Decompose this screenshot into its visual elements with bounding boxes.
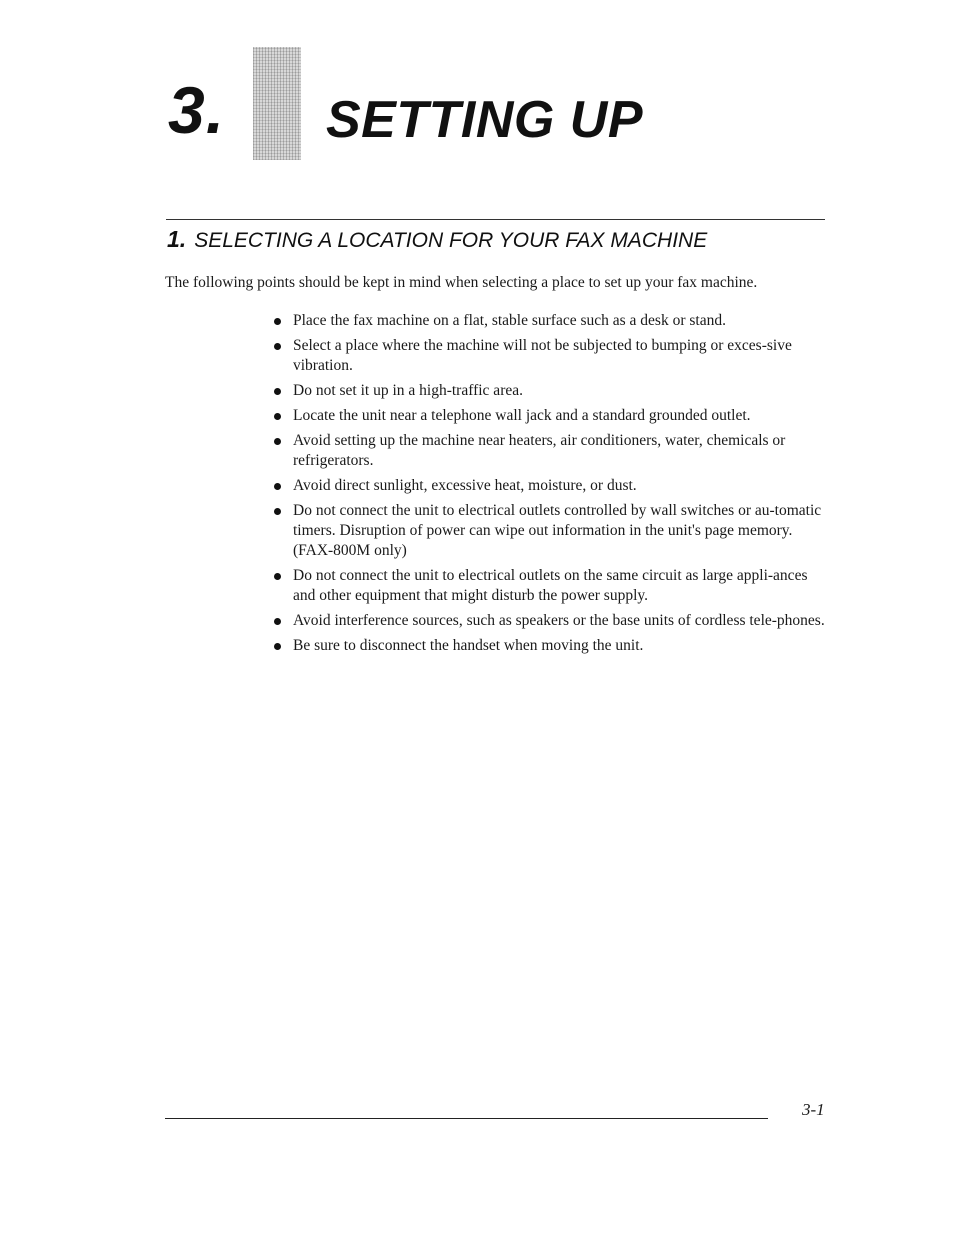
list-item <box>273 406 833 426</box>
bullet-icon <box>274 343 281 350</box>
bullet-icon <box>274 438 281 445</box>
list-item-text: Do not set it up in a high-traffic area. <box>293 382 523 399</box>
bullet-icon <box>274 318 281 325</box>
list-item-text: Be sure to disconnect the handset when moving the unit. <box>293 637 644 654</box>
list-item <box>273 501 833 561</box>
list-item <box>273 431 833 471</box>
list-item <box>273 566 833 606</box>
list-item <box>273 636 833 656</box>
bullet-icon <box>274 508 281 515</box>
bullet-icon <box>274 388 281 395</box>
section-heading <box>167 224 707 256</box>
bullet-icon <box>274 573 281 580</box>
chapter-decoration-stripe <box>253 47 301 160</box>
list-item <box>273 476 833 496</box>
section-title: SELECTING A LOCATION FOR YOUR FAX MACHINE <box>194 229 708 252</box>
location-guidelines-list <box>273 311 833 661</box>
list-item-text: Avoid setting up the machine near heaters, air conditioners, water, chemicals or refrigerators. <box>293 432 786 469</box>
bullet-icon <box>274 618 281 625</box>
list-item <box>273 381 833 401</box>
list-item-text: Avoid direct sunlight, excessive heat, moisture, or dust. <box>293 477 637 494</box>
list-item-text: Do not connect the unit to electrical outlets controlled by wall switches or au-tomatic timers. Disruption of power can wipe out information in the unit's page memory. (FAX-800M only) <box>293 502 822 559</box>
chapter-number: 3. <box>168 73 226 147</box>
intro-paragraph: The following points should be kept in mind when selecting a place to set up your fax machine. <box>165 274 758 291</box>
chapter-title: SETTING UP <box>326 91 644 149</box>
footer-divider <box>165 1118 768 1119</box>
list-item <box>273 336 833 376</box>
list-item <box>273 311 833 331</box>
list-item-text: Select a place where the machine will not be subjected to bumping or exces-sive vibration. <box>293 337 792 374</box>
bullet-icon <box>274 413 281 420</box>
section-divider <box>166 219 825 220</box>
bullet-icon <box>274 643 281 650</box>
list-item-text: Do not connect the unit to electrical outlets on the same circuit as large appli-ances and other equipment that might disturb the power supply. <box>293 567 808 604</box>
section-number: 1. <box>167 226 187 252</box>
list-item-text: Locate the unit near a telephone wall jack and a standard grounded outlet. <box>293 407 751 424</box>
list-item-text: Place the fax machine on a flat, stable surface such as a desk or stand. <box>293 312 726 329</box>
bullet-icon <box>274 483 281 490</box>
list-item <box>273 611 833 631</box>
page-number: 3-1 <box>802 1100 825 1119</box>
list-item-text: Avoid interference sources, such as speakers or the base units of cordless tele-phones. <box>293 612 825 629</box>
